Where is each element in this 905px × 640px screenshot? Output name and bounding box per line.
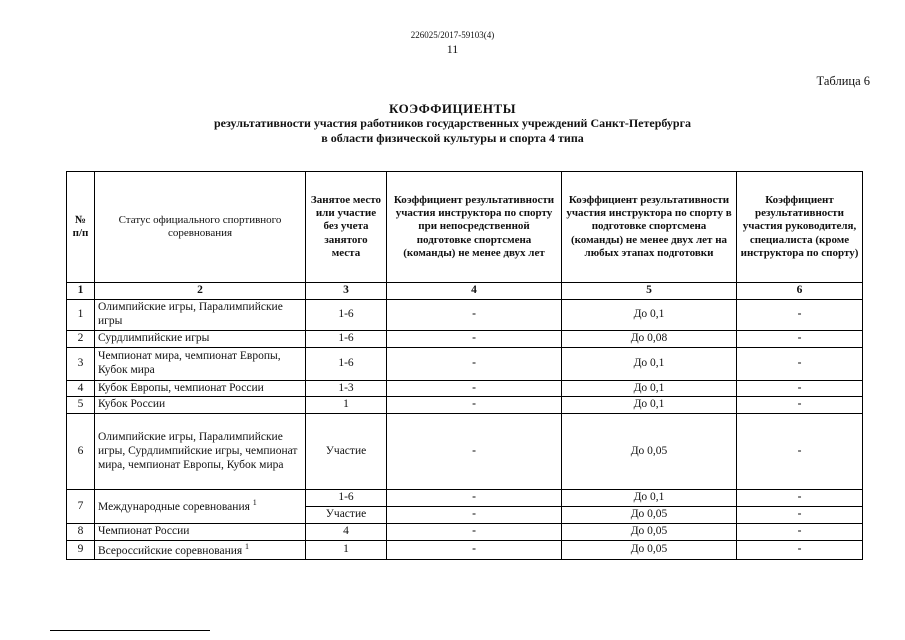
footnote-marker: 1 (252, 498, 257, 508)
header-coef-instructor-any: Коэффициент результативности участия инструктора по спорту в подготовке спортсмена (команды) не менее двух лет на любых этапах подготовки (562, 172, 737, 283)
row-status: Олимпийские игры, Паралимпийские игры, Сурдлимпийские игры, чемпионат мира, чемпионат Европы, Кубок мира (95, 414, 306, 490)
row-coef-5: До 0,1 (562, 299, 737, 330)
row-coef-5: До 0,1 (562, 347, 737, 380)
row-coef-4: - (387, 330, 562, 347)
row-num: 4 (67, 380, 95, 397)
row-status (95, 540, 306, 560)
column-numbers-row (67, 283, 863, 300)
row-num: 9 (67, 540, 95, 560)
row-num: 8 (67, 523, 95, 540)
row-place: 1-3 (306, 380, 387, 397)
table-row (67, 540, 863, 560)
row-coef-4: - (387, 347, 562, 380)
row-coef-6: - (737, 540, 863, 560)
row-coef-6: - (737, 490, 863, 507)
row-place: 1-6 (306, 347, 387, 380)
title-line-2: результативности участия работников государственных учреждений Санкт-Петербурга (213, 116, 692, 130)
row-status: Сурдлимпийские игры (95, 330, 306, 347)
title-line-1: КОЭФФИЦИЕНТЫ (389, 101, 516, 116)
row-coef-6: - (737, 330, 863, 347)
row-status: Олимпийские игры, Паралимпийские игры (95, 299, 306, 330)
row-coef-4: - (387, 299, 562, 330)
column-number: 5 (562, 283, 737, 300)
table-row (67, 523, 863, 540)
row-coef-5: До 0,1 (562, 490, 737, 507)
row-num: 6 (67, 414, 95, 490)
row-coef-4: - (387, 490, 562, 507)
column-number: 6 (737, 283, 863, 300)
row-place: Участие (306, 506, 387, 523)
row-status: Кубок Европы, чемпионат России (95, 380, 306, 397)
table-row (67, 347, 863, 380)
row-coef-6: - (737, 506, 863, 523)
row-status-text: Всероссийские соревнования (98, 544, 243, 557)
row-coef-6: - (737, 523, 863, 540)
row-coef-4: - (387, 380, 562, 397)
table-row (67, 397, 863, 414)
row-coef-4: - (387, 540, 562, 560)
coefficients-table (66, 171, 863, 560)
page-number: 11 (446, 42, 459, 56)
header-status: Статус официального спортивного соревнования (95, 172, 306, 283)
row-num: 7 (67, 490, 95, 524)
table-row (67, 299, 863, 330)
header-row (67, 172, 863, 283)
row-coef-5: До 0,05 (562, 414, 737, 490)
row-status-text: Международные соревнования (98, 501, 250, 513)
row-num: 5 (67, 397, 95, 414)
column-number: 3 (306, 283, 387, 300)
row-coef-4: - (387, 397, 562, 414)
row-coef-4: - (387, 414, 562, 490)
row-place: 1 (306, 397, 387, 414)
header-num: № п/п (67, 172, 95, 283)
row-place: 1 (306, 540, 387, 560)
row-coef-5: До 0,05 (562, 506, 737, 523)
table-row (67, 330, 863, 347)
row-place: 1-6 (306, 490, 387, 507)
row-coef-5: До 0,08 (562, 330, 737, 347)
row-coef-5: До 0,1 (562, 380, 737, 397)
row-coef-6: - (737, 299, 863, 330)
table-row (67, 490, 863, 507)
footnote-marker: 1 (245, 541, 250, 551)
row-coef-6: - (737, 347, 863, 380)
header-place: Занятое место или участие без учета занятого места (306, 172, 387, 283)
row-num: 1 (67, 299, 95, 330)
row-place: 4 (306, 523, 387, 540)
row-num: 3 (67, 347, 95, 380)
title-line-3: в области физической культуры и спорта 4 типа (321, 131, 584, 145)
document-id: 226025/2017-59103(4) (410, 30, 495, 40)
row-status (95, 490, 306, 524)
header-coef-head: Коэффициент результативности участия руководителя, специалиста (кроме инструктора по спорту) (737, 172, 863, 283)
row-coef-6: - (737, 397, 863, 414)
row-coef-4: - (387, 506, 562, 523)
row-num: 2 (67, 330, 95, 347)
table-row (67, 380, 863, 397)
column-number: 1 (67, 283, 95, 300)
row-status: Чемпионат мира, чемпионат Европы, Кубок мира (95, 347, 306, 380)
column-number: 4 (387, 283, 562, 300)
footnote-separator (50, 630, 210, 631)
row-coef-4: - (387, 523, 562, 540)
row-coef-6: - (737, 414, 863, 490)
column-number: 2 (95, 283, 306, 300)
row-coef-5: До 0,05 (562, 540, 737, 560)
row-status: Чемпионат России (95, 523, 306, 540)
header-coef-instructor: Коэффициент результативности участия инструктора по спорту при непосредственной подготовке спортсмена (команды) не менее двух лет (387, 172, 562, 283)
row-place: 1-6 (306, 330, 387, 347)
table-label: Таблица 6 (816, 74, 870, 88)
row-coef-6: - (737, 380, 863, 397)
table-row (67, 414, 863, 490)
row-place: 1-6 (306, 299, 387, 330)
row-place: Участие (306, 414, 387, 490)
row-coef-5: До 0,1 (562, 397, 737, 414)
row-status: Кубок России (95, 397, 306, 414)
row-coef-5: До 0,05 (562, 523, 737, 540)
